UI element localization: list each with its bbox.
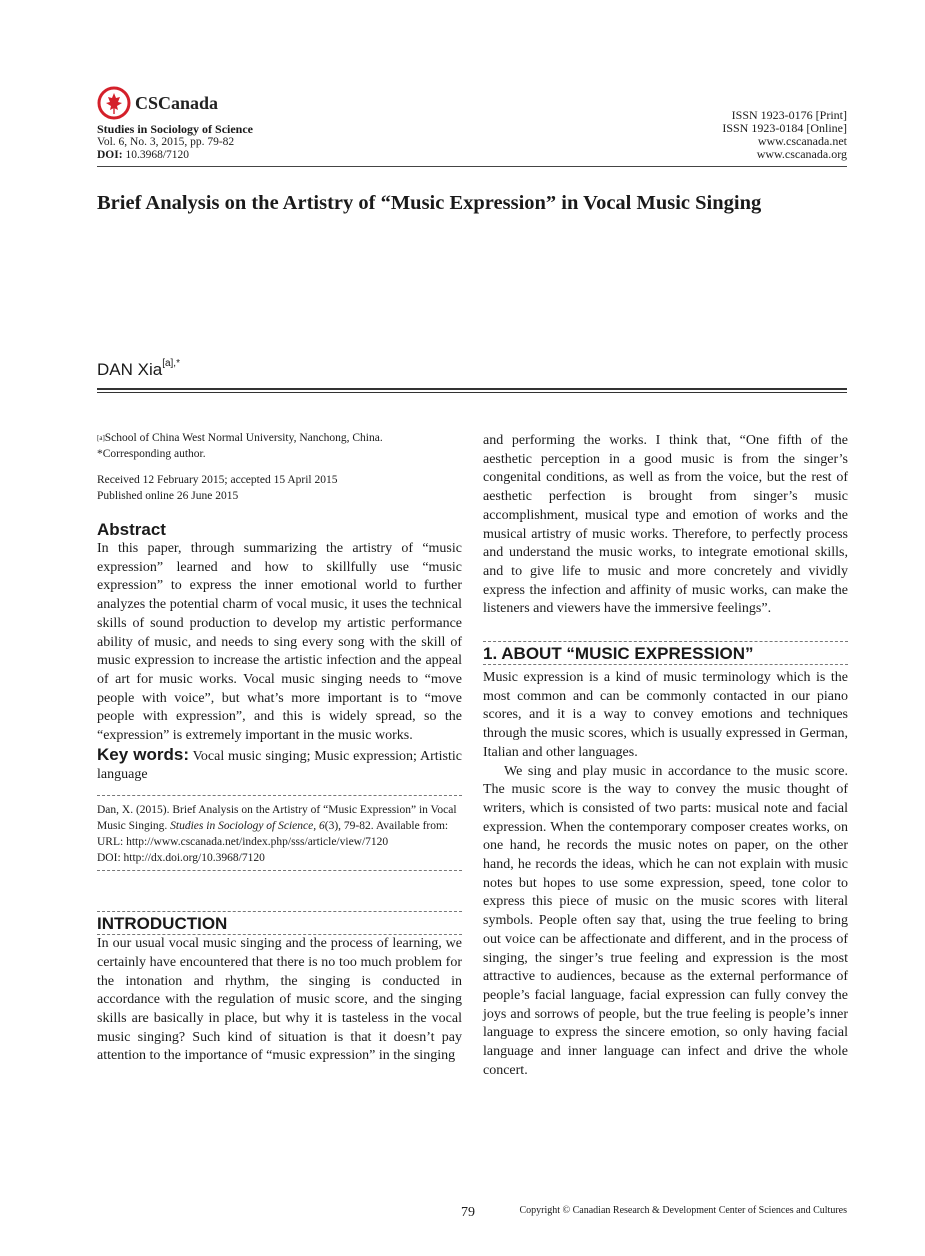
corresponding-author: *Corresponding author.: [97, 448, 206, 460]
author-name: DAN Xia: [97, 360, 163, 379]
author-line: [97, 360, 180, 380]
publisher-logo: [97, 86, 337, 122]
citation-doi[interactable]: DOI: http://dx.doi.org/10.3968/7120: [97, 852, 265, 865]
keywords: [97, 746, 462, 785]
copyright: Copyright © Canadian Research & Development Center of Sciences and Cultures: [519, 1205, 847, 1216]
section1-heading: 1. ABOUT “MUSIC EXPRESSION”: [483, 644, 754, 664]
keywords-text: Vocal music singing; Music expression; Artistic language: [97, 748, 462, 783]
url-org[interactable]: www.cscanada.org: [756, 147, 847, 161]
journal-info: [97, 123, 253, 162]
right-column: [483, 432, 848, 1081]
published-date: Published online 26 June 2015: [97, 490, 239, 502]
author-rule-thick: [97, 388, 847, 390]
abstract-heading: Abstract: [97, 520, 166, 539]
issn-online: ISSN 1923-0184 [Online]: [722, 121, 847, 135]
affiliation: [97, 430, 462, 446]
issn-print: ISSN 1923-0176 [Print]: [731, 108, 847, 122]
abstract-text: In this paper, through summarizing the artistry of “music expression” learned and how to skillfully use “music expression” to express the inner emotional world to further analyzes the potential charm of vocal music, it uses the technical skills of sound production to develop my artistic performance ability of music, and needs to sing every song with the skill of music expression to increase the artistic infection and the appeal of art for music works. Vocal music singing needs to “move people with voice”, but what’s more important is to “move people with expression”, and this is widely spread, so the “expression” is extremely important in the music works.: [97, 541, 462, 744]
citation-part2[interactable]: (3), 79-82. Available from: URL: http://www.cscanada.net/index.php/sss/article/view/7120: [97, 820, 449, 849]
page-number: 79: [461, 1205, 475, 1220]
author-sup: [a],*: [162, 358, 180, 369]
keywords-label: Key words:: [97, 744, 189, 764]
section1-paragraph-1: Music expression is a kind of music terminology which is the most common and can be commonly contacted in our piano scores, and it is a way to convey emotions and techniques through the music scores, which is usually expressed in German, Italian and other languages.: [483, 670, 848, 760]
left-column: [97, 430, 462, 1066]
volume-line: Vol. 6, No. 3, 2015, pp. 79-82: [97, 136, 235, 148]
affiliation-text: School of China West Normal University, Nanchong, China.: [104, 432, 383, 444]
article-title: Brief Analysis on the Artistry of “Music Expression” in Vocal Music Singing: [97, 192, 762, 214]
intro-text: In our usual vocal music singing and the process of learning, we certainly have encountered that there is no too much problem for the intonation and rhythm, the singing is conducted in accordance with the regulation of music score, and the singing skills are basically in place, but why it is tasteless in the vocal music singing? Such kind of situation is that it doesn’t pay attention to the importance of “music expression” in the singing: [97, 936, 462, 1064]
intro-heading: INTRODUCTION: [97, 914, 228, 934]
issn-block: [722, 109, 847, 161]
maple-leaf-circle-icon: [97, 86, 131, 120]
doi-line: [97, 149, 253, 162]
citation-block: [97, 796, 462, 870]
author-rule-thin: [97, 392, 847, 393]
section1-paragraph-2: We sing and play music in accordance to the music score. The music score is the way to convey the music thought of writers, which is consisted of two parts: musical note and facial expression. When the contemporary composer creates works, on one hand, he records the music notes on paper, on the other hand, he records the ideas, which he can not explain with music notes but hopes to use some expression, speed, tone color to express this piece of music on the music scores with literal symbols. People often say that, using the true feeling to bring out voice can be affectionate and different, and in the process of singing, the singer’s true feeling and expression is the most attractive to audiences, because as the external performance of people’s facial language, facial expression can fully convey the joys and sorrows of people, but the true feeling is people’s inner language to express the sincere emotion, so only having facial language and inner language can infect and drive the whole concert.: [483, 763, 848, 1078]
doi-label: DOI:: [97, 149, 123, 161]
received-date: Received 12 February 2015; accepted 15 April 2015: [97, 474, 338, 486]
journal-name: Studies in Sociology of Science: [97, 122, 254, 136]
url-net[interactable]: www.cscanada.net: [757, 134, 847, 148]
publisher-name: CSCanada: [135, 93, 219, 113]
intro-continuation: and performing the works. I think that, “One fifth of the aesthetic perception in a good music is from the singer’s congenital conditions, as well as from the voice, but the rest of aesthetic perfection is brought from singer’s music accomplishment, musical type and emotion of works and the musical artistry of music works. Therefore, to perfectly process and understand the music works, to integrate emotional skills, and to give life to music and more concretely and vividly express the infection and affinity of music works, can make the listeners and viewers have the immersive feelings”.: [483, 433, 848, 617]
doi-value: 10.3968/7120: [125, 149, 190, 161]
header-rule: [97, 166, 847, 167]
citation-journal: Studies in Sociology of Science, 6: [170, 820, 325, 833]
citation-part1: Dan, X. (2015). Brief Analysis on the Artistry of “Music Expression” in Vocal Music Singing.: [97, 804, 457, 833]
affiliation-sup: [a]: [97, 434, 105, 442]
